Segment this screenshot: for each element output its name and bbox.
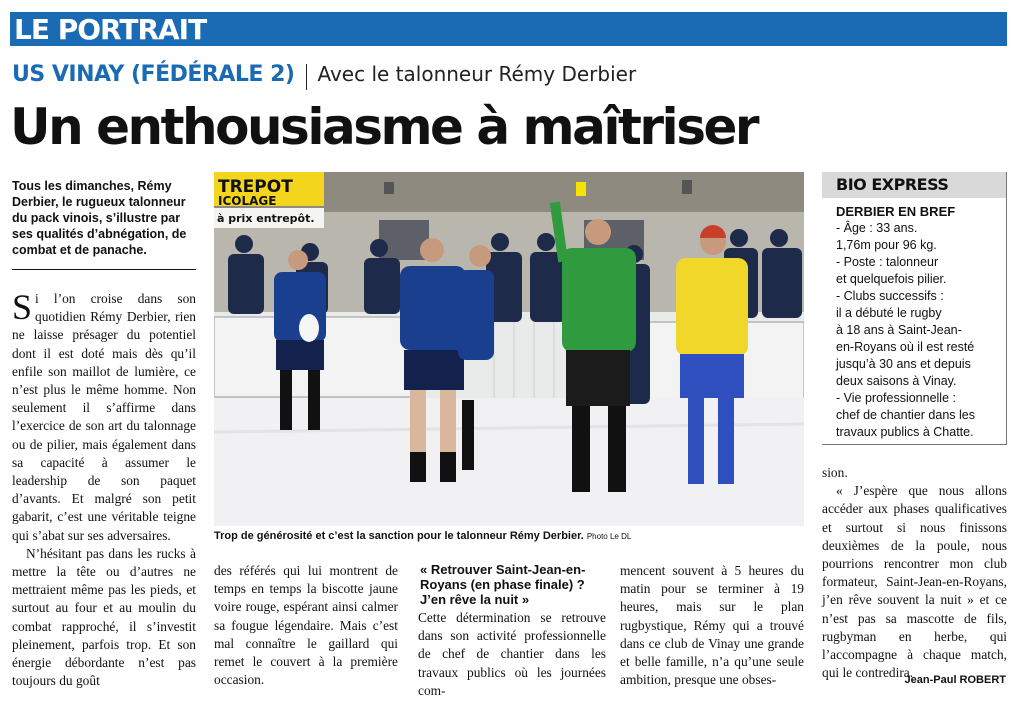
paragraph: mencent souvent à 5 heures du matin pour se terminer à 19 heures, mais sur le plan rugbystique, Rémy qui a trouvé dans ce club de Vinay une grande et belle famille, n’a qu’une seule ambition, presque une obses-: [620, 563, 804, 688]
bio-line: - Âge : 33 ans.: [836, 221, 918, 235]
bio-line: - Clubs successifs :: [836, 289, 944, 303]
bio-line: et quelquefois pilier.: [836, 272, 947, 286]
bio-subtitle: DERBIER EN BREF: [836, 204, 956, 219]
bio-line: deux saisons à Vinay.: [836, 374, 957, 388]
bio-line: à 18 ans à Saint-Jean-: [836, 323, 962, 337]
kicker-team: US VINAY (FÉDÉRALE 2): [12, 62, 295, 87]
svg-text:ICOLAGE: ICOLAGE: [218, 194, 277, 208]
article-column-5: [822, 464, 1007, 682]
svg-text:TREPOT: TREPOT: [218, 177, 293, 197]
drop-cap: S: [12, 287, 33, 327]
paragraph: Cette détermination se retrouve dans son activité professionnelle de chef de chantier dans les travaux publics où les journées com-: [418, 610, 606, 698]
article-column-4: [620, 562, 804, 689]
paragraph: des référés qui lui montrent de temps en temps la biscotte jaune voire rouge, espérant ainsi calmer sa fougue légendaire. Mais c’est mal connaître le gaillard qui remet le couvert à la première occasion.: [214, 563, 398, 688]
lead-paragraph: Tous les dimanches, Rémy Derbier, le rugueux talonneur du pack vinois, s’illustre par ses qualités d’abnégation, de combat et de panache.: [12, 179, 187, 257]
bio-line: chef de chantier dans les: [836, 408, 975, 422]
caption-text: Trop de générosité et c’est la sanction pour le talonneur Rémy Derbier.: [214, 530, 584, 542]
photo-credit: Photo Le DL: [586, 532, 632, 541]
article-column-2: [214, 562, 398, 689]
bio-list: [836, 220, 1006, 441]
headline: Un enthousiasme à maîtriser: [10, 98, 758, 156]
kicker-subtitle: Avec le talonneur Rémy Derbier: [317, 62, 637, 86]
bio-title: BIO EXPRESS: [822, 172, 1006, 198]
bio-line: il a débuté le rugby: [836, 306, 942, 320]
rugby-photo: [214, 172, 804, 526]
article-column-1: [12, 287, 196, 690]
bio-line: en-Royans où il est resté: [836, 340, 975, 354]
kicker: [12, 62, 636, 90]
article-column-3: [418, 609, 606, 700]
paragraph: sion.: [822, 465, 848, 480]
svg-text:à prix entrepôt.: à prix entrepôt.: [217, 212, 315, 225]
author-signature: Jean-Paul ROBERT: [904, 674, 1006, 686]
bio-line: 1,76m pour 96 kg.: [836, 238, 937, 252]
kicker-separator: [306, 64, 307, 90]
bio-line: - Vie professionnelle :: [836, 391, 956, 405]
bio-line: travaux publics à Chatte.: [836, 425, 974, 439]
bio-express-box: [822, 172, 1007, 445]
paragraph: « J’espère que nous allons accéder aux phases qualificatives et surtout si nous finissons deuxièmes de la poule, nous pourrions rencontrer mon club formateur, Saint-Jean-en-Royans, j’en rêve souvent la nuit » et ce n’est pas sa mascotte de fils, rugbyman en herbe, qui l’accompagne à chaque match, qui le contredira.: [822, 483, 1007, 681]
section-banner: [10, 12, 1007, 46]
subheading: « Retrouver Saint-Jean-en-Royans (en phase finale) ? J’en rêve la nuit »: [420, 562, 586, 607]
bio-line: jusqu’à 30 ans et depuis: [836, 357, 971, 371]
lead-rule: [12, 269, 196, 270]
paragraph: N’hésitant pas dans les rucks à mettre la tête ou d’autres ne mettraient même pas les pieds, et surtout au four et au moulin du combat rapproché, il s’investit pleinement, parfois trop. Et son énergie débordante n’est pas toujours du goût: [12, 545, 196, 689]
match-photo-illustration: [214, 172, 804, 526]
section-label: LE PORTRAIT: [14, 13, 207, 46]
photo-caption: [214, 530, 631, 542]
paragraph: Si l’on croise dans son quotidien Rémy Derbier, rien ne laisse présager du potentiel dont il est doté mais dès qu’il enfile son maillot de lumière, ce n’est plus le même homme. Non seulement il s’affirme dans l’exercice de son art du talonnage ou de pilier, mais également dans sa capacité à assumer le leadership de son paquet d’avants. Et malgré son petit gabarit, c’est une véritable teigne qui s’abat sur ses adversaires.: [12, 287, 196, 543]
bio-line: - Poste : talonneur: [836, 255, 939, 269]
